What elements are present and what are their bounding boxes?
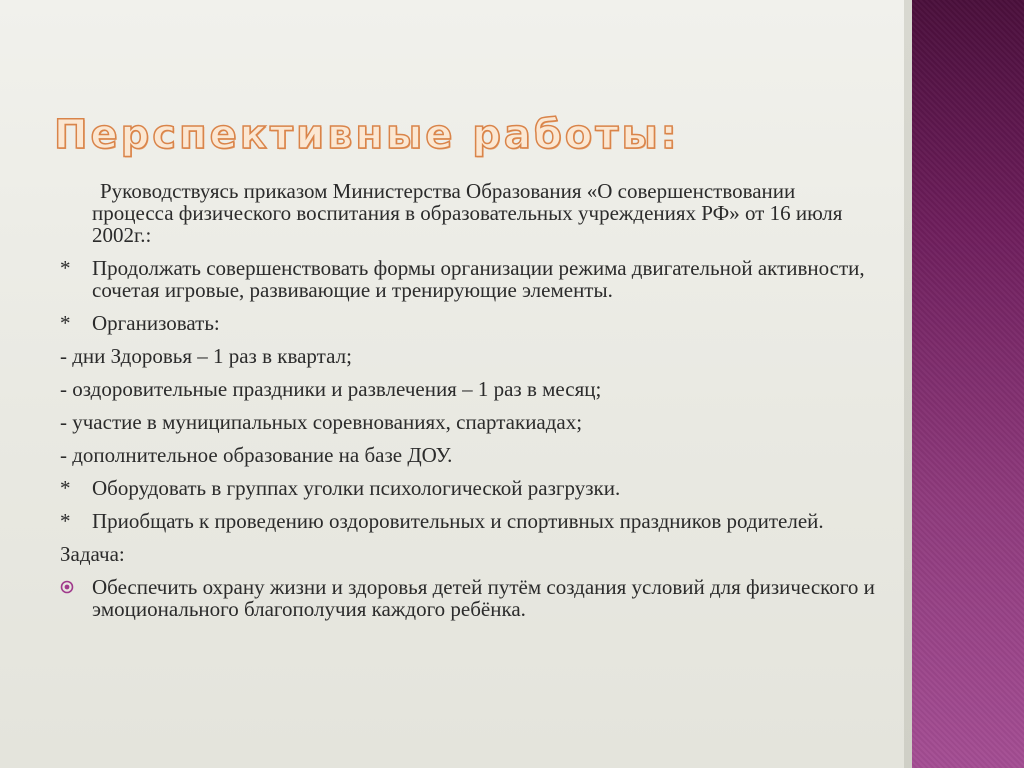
task-label: Задача: <box>60 542 125 566</box>
circle-bullet-icon <box>60 576 92 598</box>
list-item-text: Приобщать к проведению оздоровительных и спортивных праздников родителей. <box>92 509 824 533</box>
asterisk-marker: * <box>60 476 71 500</box>
list-item-continue <box>60 257 880 301</box>
list-item-involve <box>60 510 880 532</box>
asterisk-marker: * <box>60 509 71 533</box>
dash-line: - дни Здоровья – 1 раз в квартал; <box>60 344 352 368</box>
list-item-text: Продолжать совершенствовать формы организации режима двигательной активности, сочетая игровые, развивающие и тренирующие элементы. <box>92 256 865 302</box>
dash-line: - дополнительное образование на базе ДОУ. <box>60 443 453 467</box>
dash-line: - участие в муниципальных соревнованиях, спартакиадах; <box>60 410 583 434</box>
list-item-organize <box>60 312 880 334</box>
dash-line: - оздоровительные праздники и развлечения – 1 раз в месяц; <box>60 377 602 401</box>
asterisk-marker: * <box>60 256 71 280</box>
list-item-equip <box>60 477 880 499</box>
intro-paragraph: Руководствуясь приказом Министерства Образования «О совершенствовании процесса физического воспитания в образовательных учреждениях РФ» от 16 июля 2002г.: <box>92 179 843 247</box>
task-text: Обеспечить охрану жизни и здоровья детей путём создания условий для физического и эмоционального благополучия каждого ребёнка. <box>92 575 875 621</box>
list-item-text: Организовать: <box>92 311 220 335</box>
slide-title: Перспективные работы: <box>54 112 680 158</box>
side-divider <box>904 0 912 768</box>
asterisk-marker: * <box>60 311 71 335</box>
task-item <box>60 576 880 620</box>
list-item-text: Оборудовать в группах уголки психологической разгрузки. <box>92 476 621 500</box>
slide-body <box>60 180 880 631</box>
decorative-side-panel <box>912 0 1024 768</box>
